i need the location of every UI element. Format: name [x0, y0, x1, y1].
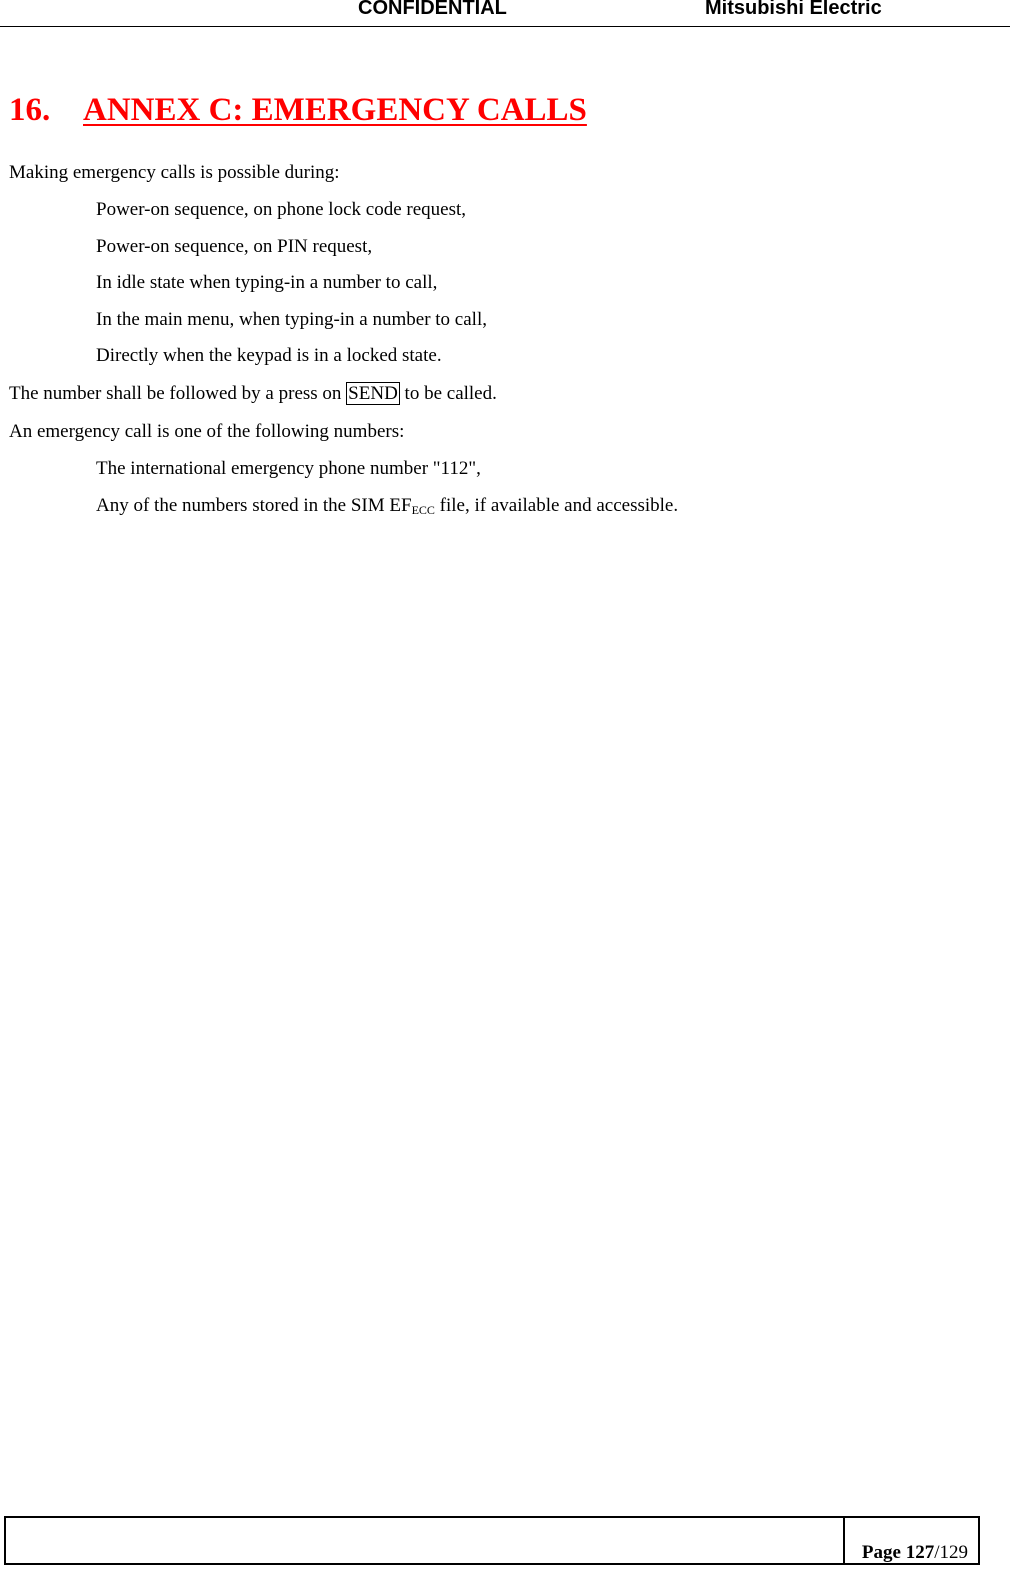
number-item	[96, 495, 678, 521]
page-current: 127	[905, 1542, 935, 1563]
section-heading	[9, 92, 587, 129]
page-label: Page	[861, 1542, 901, 1563]
number-item: The international emergency phone number "112",	[96, 458, 481, 479]
confidential-label: CONFIDENTIAL	[358, 0, 507, 19]
ecc-subscript: ECC	[411, 503, 435, 517]
send-text-after: to be called.	[404, 383, 497, 404]
numbers-intro-paragraph: An emergency call is one of the following numbers:	[9, 421, 405, 442]
section-title: ANNEX C: EMERGENCY CALLS	[83, 92, 587, 128]
send-key-label: SEND	[348, 383, 398, 404]
condition-item: In the main menu, when typing-in a number to call,	[96, 309, 487, 330]
send-text-before: The number shall be followed by a press on	[9, 383, 342, 404]
intro-paragraph: Making emergency calls is possible during:	[9, 162, 340, 183]
condition-item: Directly when the keypad is in a locked state.	[96, 345, 442, 366]
page-footer	[4, 1516, 980, 1565]
page-total: /129	[934, 1542, 968, 1563]
condition-item: In idle state when typing-in a number to call,	[96, 272, 438, 293]
condition-item: Power-on sequence, on phone lock code request,	[96, 199, 466, 220]
company-name: Mitsubishi Electric	[705, 0, 882, 19]
page-header	[0, 0, 1010, 27]
number-item-text: Any of the numbers stored in the SIM EF	[96, 495, 412, 516]
page-number	[862, 1542, 968, 1564]
send-paragraph	[9, 383, 497, 405]
condition-item: Power-on sequence, on PIN request,	[96, 236, 373, 257]
number-item-text-after: file, if available and accessible.	[434, 495, 679, 516]
section-number: 16.	[9, 92, 51, 128]
page-number-cell	[843, 1518, 978, 1563]
